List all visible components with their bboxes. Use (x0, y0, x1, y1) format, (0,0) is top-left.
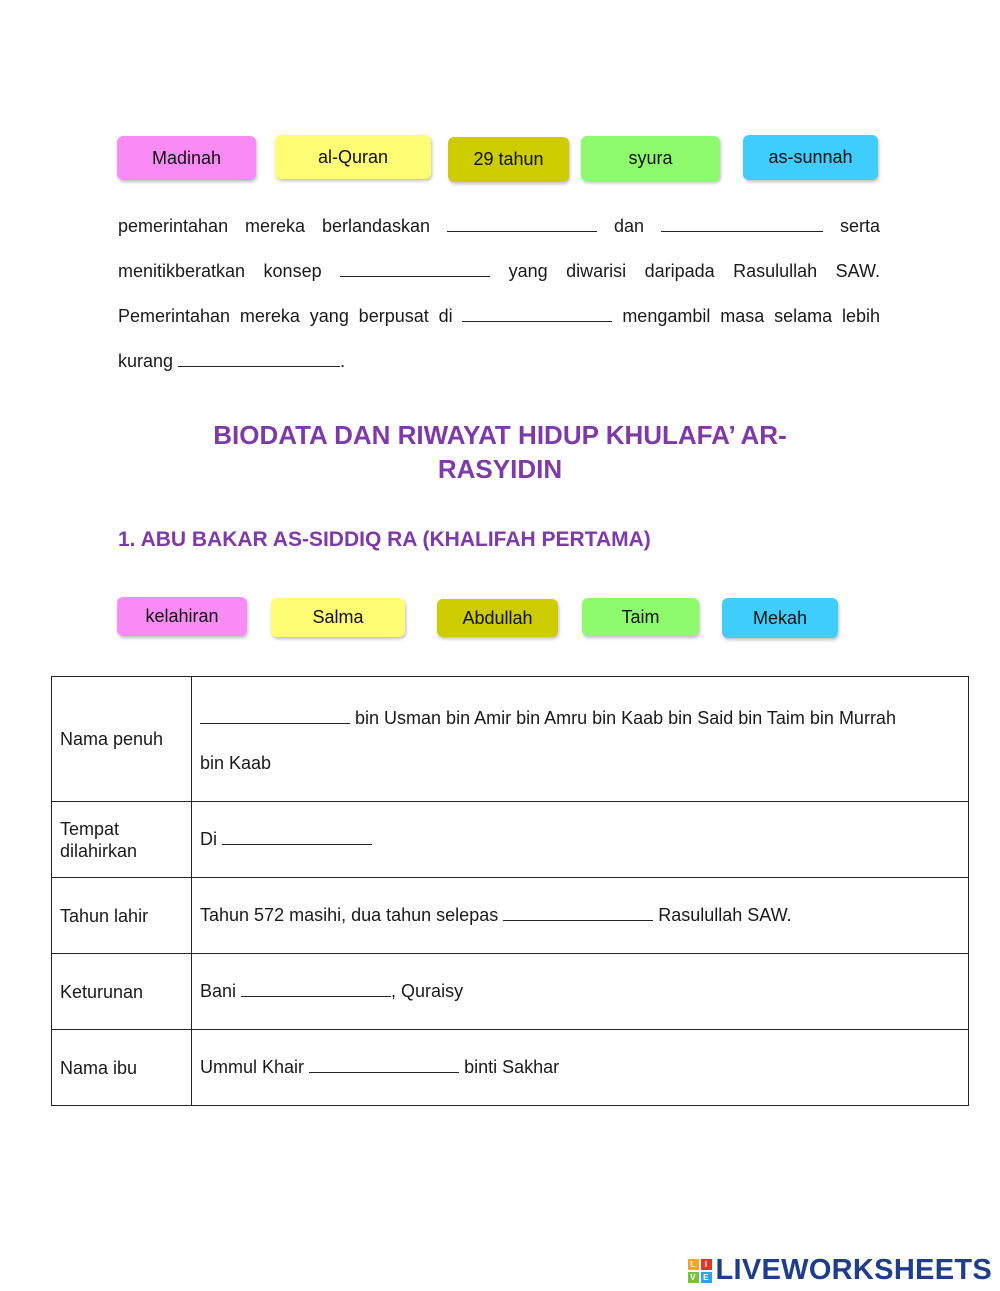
paragraph-line-1 (118, 204, 880, 249)
logo-letter: L (688, 1259, 699, 1270)
page-title (100, 418, 900, 486)
logo-letter: I (701, 1259, 712, 1270)
row-value-text: bin Usman bin Amir bin Amru bin Kaab bin Said bin Taim bin Murrah (355, 708, 896, 728)
logo-icon (688, 1259, 712, 1283)
table-row (52, 802, 969, 878)
table-row (52, 677, 969, 802)
paragraph-text: serta (839, 216, 880, 236)
paragraph-text: kurang (118, 351, 174, 371)
row-value-text: Bani (200, 981, 237, 1001)
row-value-text: Rasulullah SAW. (658, 905, 792, 925)
word-chip-abdullah[interactable]: Abdullah (437, 599, 558, 637)
answer-blank-3[interactable] (340, 258, 490, 277)
answer-blank-5[interactable] (178, 348, 340, 367)
row-value-text: bin Kaab (200, 753, 272, 773)
paragraph-line-3 (118, 294, 880, 339)
word-chip-kelahiran[interactable]: kelahiran (117, 597, 247, 636)
paragraph-line-4 (118, 339, 880, 384)
liveworksheets-logo (688, 1254, 993, 1287)
word-chip-al-quran[interactable]: al-Quran (275, 135, 431, 179)
logo-letter: V (688, 1272, 699, 1283)
section-heading: 1. ABU BAKAR AS-SIDDIQ RA (KHALIFAH PERTAMA) (118, 528, 651, 551)
paragraph-text: Pemerintahan mereka yang berpusat di (118, 306, 453, 326)
answer-blank-9[interactable] (241, 978, 391, 997)
row-value-text: Ummul Khair (200, 1057, 305, 1077)
row-value-text: Di (200, 829, 217, 849)
table-row (52, 954, 969, 1030)
word-chip-taim[interactable]: Taim (582, 598, 699, 636)
paragraph-line-2 (118, 249, 880, 294)
page-title-line-1: BIODATA DAN RIWAYAT HIDUP KHULAFA’ AR- (213, 420, 787, 450)
row-label: Keturunan (52, 954, 192, 1030)
row-value (192, 878, 969, 954)
page-title-line-2: RASYIDIN (437, 454, 563, 484)
table-row (52, 878, 969, 954)
word-chip-29-tahun[interactable]: 29 tahun (448, 137, 569, 182)
answer-blank-8[interactable] (503, 902, 653, 921)
paragraph-text: menitikberatkan konsep (118, 261, 322, 281)
answer-blank-10[interactable] (309, 1054, 459, 1073)
row-value (192, 954, 969, 1030)
word-chip-madinah[interactable]: Madinah (117, 136, 256, 180)
paragraph-text: . (340, 351, 346, 371)
answer-blank-1[interactable] (447, 213, 597, 232)
answer-blank-7[interactable] (222, 826, 372, 845)
fill-in-paragraph (118, 204, 880, 384)
logo-letter: E (701, 1272, 712, 1283)
word-chip-salma[interactable]: Salma (271, 598, 405, 637)
answer-blank-2[interactable] (661, 213, 823, 232)
row-value (192, 1030, 969, 1106)
paragraph-text: pemerintahan mereka berlandaskan (118, 216, 431, 236)
answer-blank-6[interactable] (200, 705, 350, 724)
row-label: Tahun lahir (52, 878, 192, 954)
word-chip-as-sunnah[interactable]: as-sunnah (743, 135, 878, 180)
paragraph-text: dan (613, 216, 645, 236)
row-label: Tempat dilahirkan (52, 802, 192, 878)
row-value (192, 677, 969, 802)
paragraph-text: mengambil masa selama lebih (622, 306, 880, 326)
row-value-text: Tahun 572 masihi, dua tahun selepas (200, 905, 499, 925)
row-value (192, 802, 969, 878)
row-value-text: , Quraisy (391, 981, 464, 1001)
word-chip-mekah[interactable]: Mekah (722, 598, 838, 638)
row-label: Nama ibu (52, 1030, 192, 1106)
row-label: Nama penuh (52, 677, 192, 802)
answer-blank-4[interactable] (462, 303, 612, 322)
table-row (52, 1030, 969, 1106)
biodata-table (51, 676, 969, 1106)
logo-text: LIVEWORKSHEETS (715, 1254, 992, 1286)
word-chip-syura[interactable]: syura (581, 136, 720, 181)
row-value-text: binti Sakhar (464, 1057, 560, 1077)
paragraph-text: yang diwarisi daripada Rasulullah SAW. (508, 261, 880, 281)
